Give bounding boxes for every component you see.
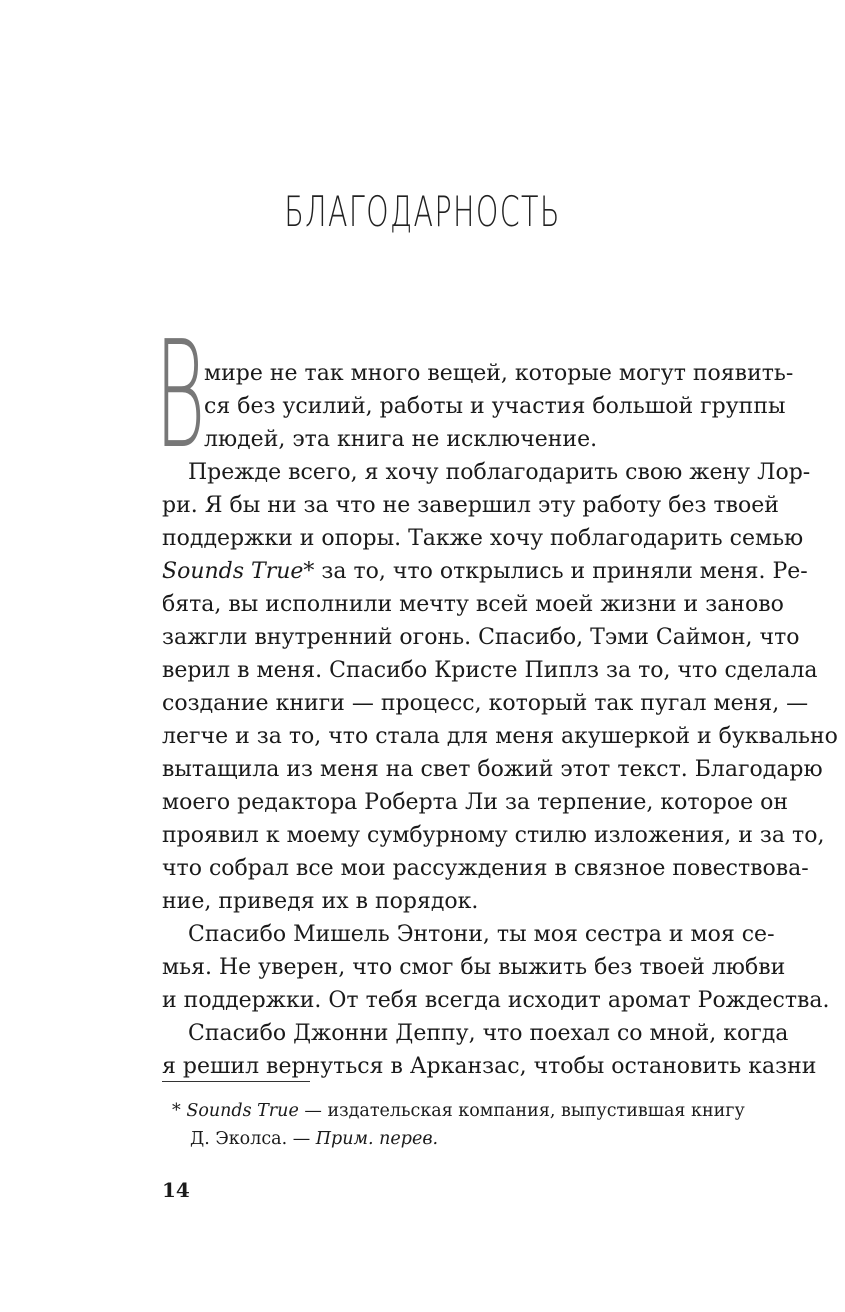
body-line-text: за то, что открылись и приняли меня. Ре- <box>321 559 808 584</box>
body-line: мья. Не уверен, что смог бы выжить без твоей любви <box>162 955 786 980</box>
body-line: людей, эта книга не исключение. <box>204 427 598 452</box>
footnote-marker: * <box>172 1101 181 1121</box>
body-line: ние, приведя их в порядок. <box>162 889 479 914</box>
body-line: и поддержки. От тебя всегда исходит аромат Рождества. <box>162 988 830 1013</box>
body-line: я решил вернуться в Арканзас, чтобы остановить казни <box>162 1054 817 1079</box>
body-line: бята, вы исполнили мечту всей моей жизни и заново <box>162 592 784 617</box>
body-line: проявил к моему сумбурному стилю изложения, и за то, <box>162 823 825 848</box>
body-line: моего редактора Роберта Ли за терпение, которое он <box>162 790 789 815</box>
body-line: верил в меня. Спасибо Кристе Пиплз за то, что сделала <box>162 658 818 683</box>
body-line: зажгли внутренний огонь. Спасибо, Тэми Саймон, что <box>162 625 800 650</box>
footnote-line <box>190 1126 438 1152</box>
body-line: Прежде всего, я хочу поблагодарить свою жену Лор- <box>188 460 811 485</box>
body-line: Спасибо Мишель Энтони, ты моя сестра и моя се- <box>188 922 775 947</box>
footnote-divider <box>162 1081 310 1082</box>
page-title: БЛАГОДАРНОСТЬ <box>284 187 561 236</box>
body-line: ри. Я бы ни за что не завершил эту работу без твоей <box>162 493 779 518</box>
footnote-text: Д. Эколса. — <box>190 1129 316 1149</box>
body-line: легче и за то, что стала для меня акушеркой и буквально <box>162 724 838 749</box>
body-line: создание книги — процесс, который так пугал меня, — <box>162 691 809 716</box>
body-line: что собрал все мои рассуждения в связное повествова- <box>162 856 809 881</box>
body-line: Спасибо Джонни Деппу, что поехал со мной, когда <box>188 1021 789 1046</box>
footnote-term: Sounds True <box>186 1101 299 1121</box>
body-line: ся без усилий, работы и участия большой группы <box>204 394 786 419</box>
body-line: поддержки и опоры. Также хочу поблагодарить семью <box>162 526 804 551</box>
body-line <box>162 556 808 588</box>
body-line: вытащила из меня на свет божий этот текст. Благодарю <box>162 757 823 782</box>
sounds-true-italic: Sounds True* <box>162 559 315 584</box>
footnote-text: — издательская компания, выпустившая книгу <box>298 1101 745 1121</box>
drop-cap: В <box>155 309 206 481</box>
body-line: мире не так много вещей, которые могут появить- <box>204 361 794 386</box>
footnote-note: Прим. перев. <box>315 1129 439 1149</box>
footnote-line <box>172 1098 745 1124</box>
page-number: 14 <box>162 1178 190 1202</box>
